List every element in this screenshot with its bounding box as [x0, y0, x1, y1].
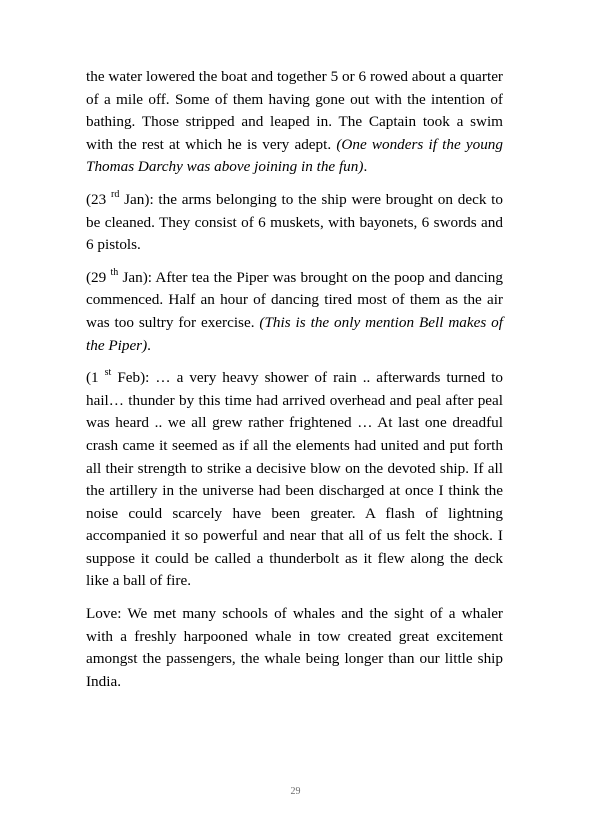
paragraph-1-feb: [86, 367, 503, 593]
page-body: [86, 66, 503, 703]
date-ordinal-suffix: rd: [111, 188, 120, 200]
page-number: 29: [290, 786, 301, 797]
date-ordinal-suffix: th: [110, 266, 119, 278]
paragraph-text: : After tea the Piper was brought on the poop and dancing commenced. Half an hour of dancing tired most of them as the air was too sultry for exercise.: [86, 268, 503, 331]
paragraph-text: : … a very heavy shower of rain .. afterwards turned to hail… thunder by this time had arrived overhead and peal after peal was heard .. we all grew rather frightened … At last one dreadful crash came it seemed as if all the elements had united and put forth all their strength to strike a decisive blow on the devoted ship. If all the artillery in the universe had been discharged at once I think the noise could scarcely have been greater. A flash of lightning accompanied it so powerful and near that all of us felt the shock. I suppose it could be called a thunderbolt as it flew along the deck like a ball of fire.: [86, 369, 503, 590]
paragraph-23-jan: [86, 189, 503, 257]
aside-punctuation: .: [147, 336, 151, 354]
entry-date-close: Jan): [119, 190, 150, 208]
paragraph-boat-bathing: [86, 66, 503, 179]
date-ordinal-suffix: st: [104, 367, 112, 379]
paragraph-text: Love: We met many schools of whales and the sight of a whaler with a freshly harpooned whale in tow created great excitement amongst the passengers, the whale being longer than our little ship India.: [86, 605, 503, 690]
entry-date-open: (29: [86, 268, 111, 286]
editorial-aside: (This is the only mention Bell makes of the Piper): [86, 313, 503, 354]
entry-date-close: Jan): [118, 268, 148, 286]
paragraph-love-whales: [86, 603, 503, 693]
entry-date-close: Feb): [111, 369, 146, 387]
paragraph-text: the water lowered the boat and together 5 or 6 rowed about a quarter of a mile off. Some of them having gone out with the intention of bathing. Those stripped and leaped in. The Captain took a swim with the rest at which he is very adept.: [86, 68, 503, 153]
paragraph-text: : the arms belonging to the ship were brought on deck to be cleaned. They consist of 6 muskets, with bayonets, 6 swords and 6 pistols.: [86, 190, 503, 254]
entry-date-open: (1: [86, 369, 105, 387]
editorial-aside: (One wonders if the young Thomas Darchy was above joining in the fun): [86, 135, 503, 176]
aside-punctuation: .: [363, 158, 368, 176]
paragraph-29-jan: [86, 267, 503, 357]
entry-date-open: (23: [86, 190, 112, 208]
